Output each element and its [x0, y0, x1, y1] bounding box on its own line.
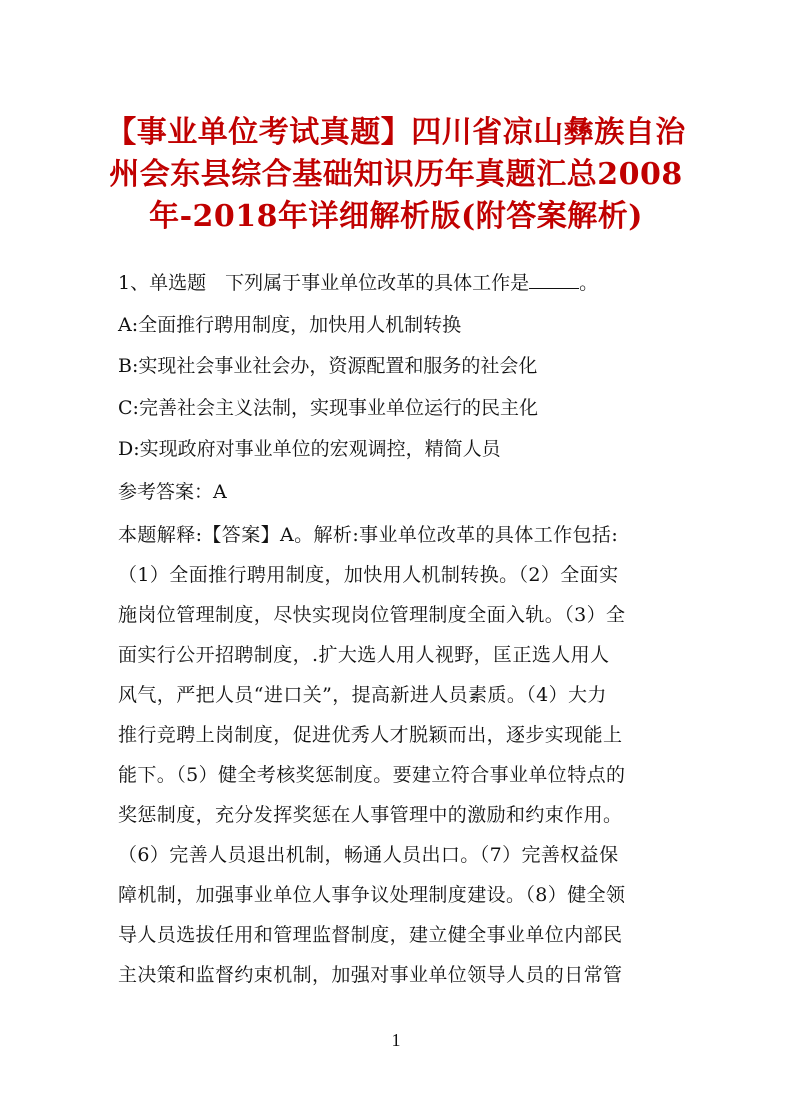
option-d: D:实现政府对事业单位的宏观调控，精简人员	[118, 438, 501, 460]
explanation-line: （1）全面推行聘用制度，加快用人机制转换。（2）全面实	[118, 564, 619, 586]
explanation-line: 施岗位管理制度，尽快实现岗位管理制度全面入轨。（3）全	[118, 604, 626, 626]
explanation-line: 主决策和监督约束机制，加强对事业单位领导人员的日常管	[118, 964, 623, 986]
explanation-line: 能下。（5）健全考核奖惩制度。要建立符合事业单位特点的	[118, 764, 626, 786]
reference-answer: 参考答案：A	[118, 481, 227, 503]
explanation-line: （6）完善人员退出机制，畅通人员出口。（7）完善权益保	[118, 844, 619, 866]
explanation-line: 本题解释:【答案】A。解析:事业单位改革的具体工作包括:	[118, 524, 619, 546]
explanation-line: 奖惩制度，充分发挥奖惩在人事管理中的激励和约束作用。	[118, 804, 623, 826]
explanation-line: 推行竞聘上岗制度，促进优秀人才脱颖而出，逐步实现能上	[118, 724, 623, 746]
option-c: C:完善社会主义法制，实现事业单位运行的民主化	[118, 397, 538, 419]
explanation	[118, 515, 678, 995]
explanation-line: 风气，严把人员“进口关”，提高新进人员素质。（4）大力	[118, 684, 607, 706]
question-text: 1、单选题 下列属于事业单位改革的具体工作是	[118, 272, 530, 294]
question-suffix: 。	[579, 272, 599, 294]
title-line-1: 【事业单位考试真题】四川省凉山彝族自治	[106, 115, 686, 150]
answer-blank	[529, 272, 579, 289]
title-line-2: 州会东县综合基础知识历年真题汇总2008	[109, 157, 683, 192]
explanation-line: 障机制，加强事业单位人事争议处理制度建设。（8）健全领	[118, 884, 626, 906]
page-number: 1	[391, 1030, 401, 1050]
explanation-line: 导人员选拔任用和管理监督制度，建立健全事业单位内部民	[118, 924, 623, 946]
document-title	[100, 112, 692, 238]
option-b: B:实现社会事业社会办，资源配置和服务的社会化	[118, 355, 538, 377]
question-stem	[118, 271, 678, 295]
option-a: A:全面推行聘用制度，加快用人机制转换	[118, 314, 462, 336]
explanation-line: 面实行公开招聘制度，.扩大选人用人视野，匡正选人用人	[118, 644, 610, 666]
title-line-3: 年-2018年详细解析版(附答案解析)	[149, 199, 643, 234]
